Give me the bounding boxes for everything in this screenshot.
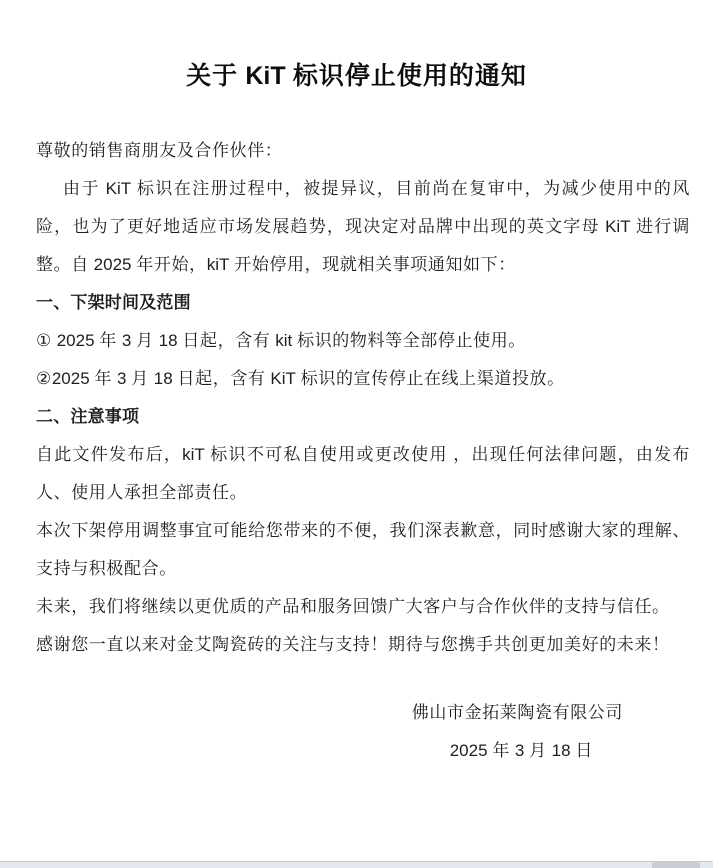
- notice-paragraph-future: 未来，我们将继续以更优质的产品和服务回馈广大客户与合作伙伴的支持与信任。: [36, 596, 670, 616]
- notice-paragraph-thanks: 感谢您一直以来对金艾陶瓷砖的关注与支持！期待与您携手共创更加美好的未来！: [36, 634, 670, 654]
- signature-date: 2025 年 3 月 18 日: [449, 740, 593, 760]
- bottom-edge-strip: [0, 861, 713, 868]
- signature-company: 佛山市金拓莱陶瓷有限公司: [411, 702, 623, 722]
- greeting-line: 尊敬的销售商朋友及合作伙伴：: [36, 140, 283, 160]
- intro-paragraph: 由于 KiT 标识在注册过程中，被提异议，目前尚在复审中，为减少使用中的风险，也为了更好地适应市场发展趋势，现决定对品牌中出现的英文字母 KiT 进行调整。自 2025 年开始，kiT 开始停用，现就相关事项通知如下：: [36, 178, 690, 274]
- list-item-1: ① 2025 年 3 月 18 日起，含有 kit 标识的物料等全部停止使用。: [36, 330, 526, 350]
- list-item-2: ②2025 年 3 月 18 日起，含有 KiT 标识的宣传停止在线上渠道投放。: [36, 368, 565, 388]
- document-body: [36, 132, 690, 664]
- document-title: 关于 KiT 标识停止使用的通知: [186, 61, 527, 90]
- section-heading-1: 一、下架时间及范围: [36, 292, 191, 312]
- scrollbar-thumb[interactable]: [652, 862, 700, 868]
- signature-block: [0, 694, 713, 770]
- notice-paragraph-apology: 本次下架停用调整事宜可能给您带来的不便，我们深表歉意，同时感谢大家的理解、支持与积极配合。: [36, 520, 690, 578]
- notice-paragraph-liability: 自此文件发布后，kiT 标识不可私自使用或更改使用 ，出现任何法律问题，由发布人、使用人承担全部责任。: [36, 444, 690, 502]
- section-heading-2: 二、注意事项: [36, 406, 140, 426]
